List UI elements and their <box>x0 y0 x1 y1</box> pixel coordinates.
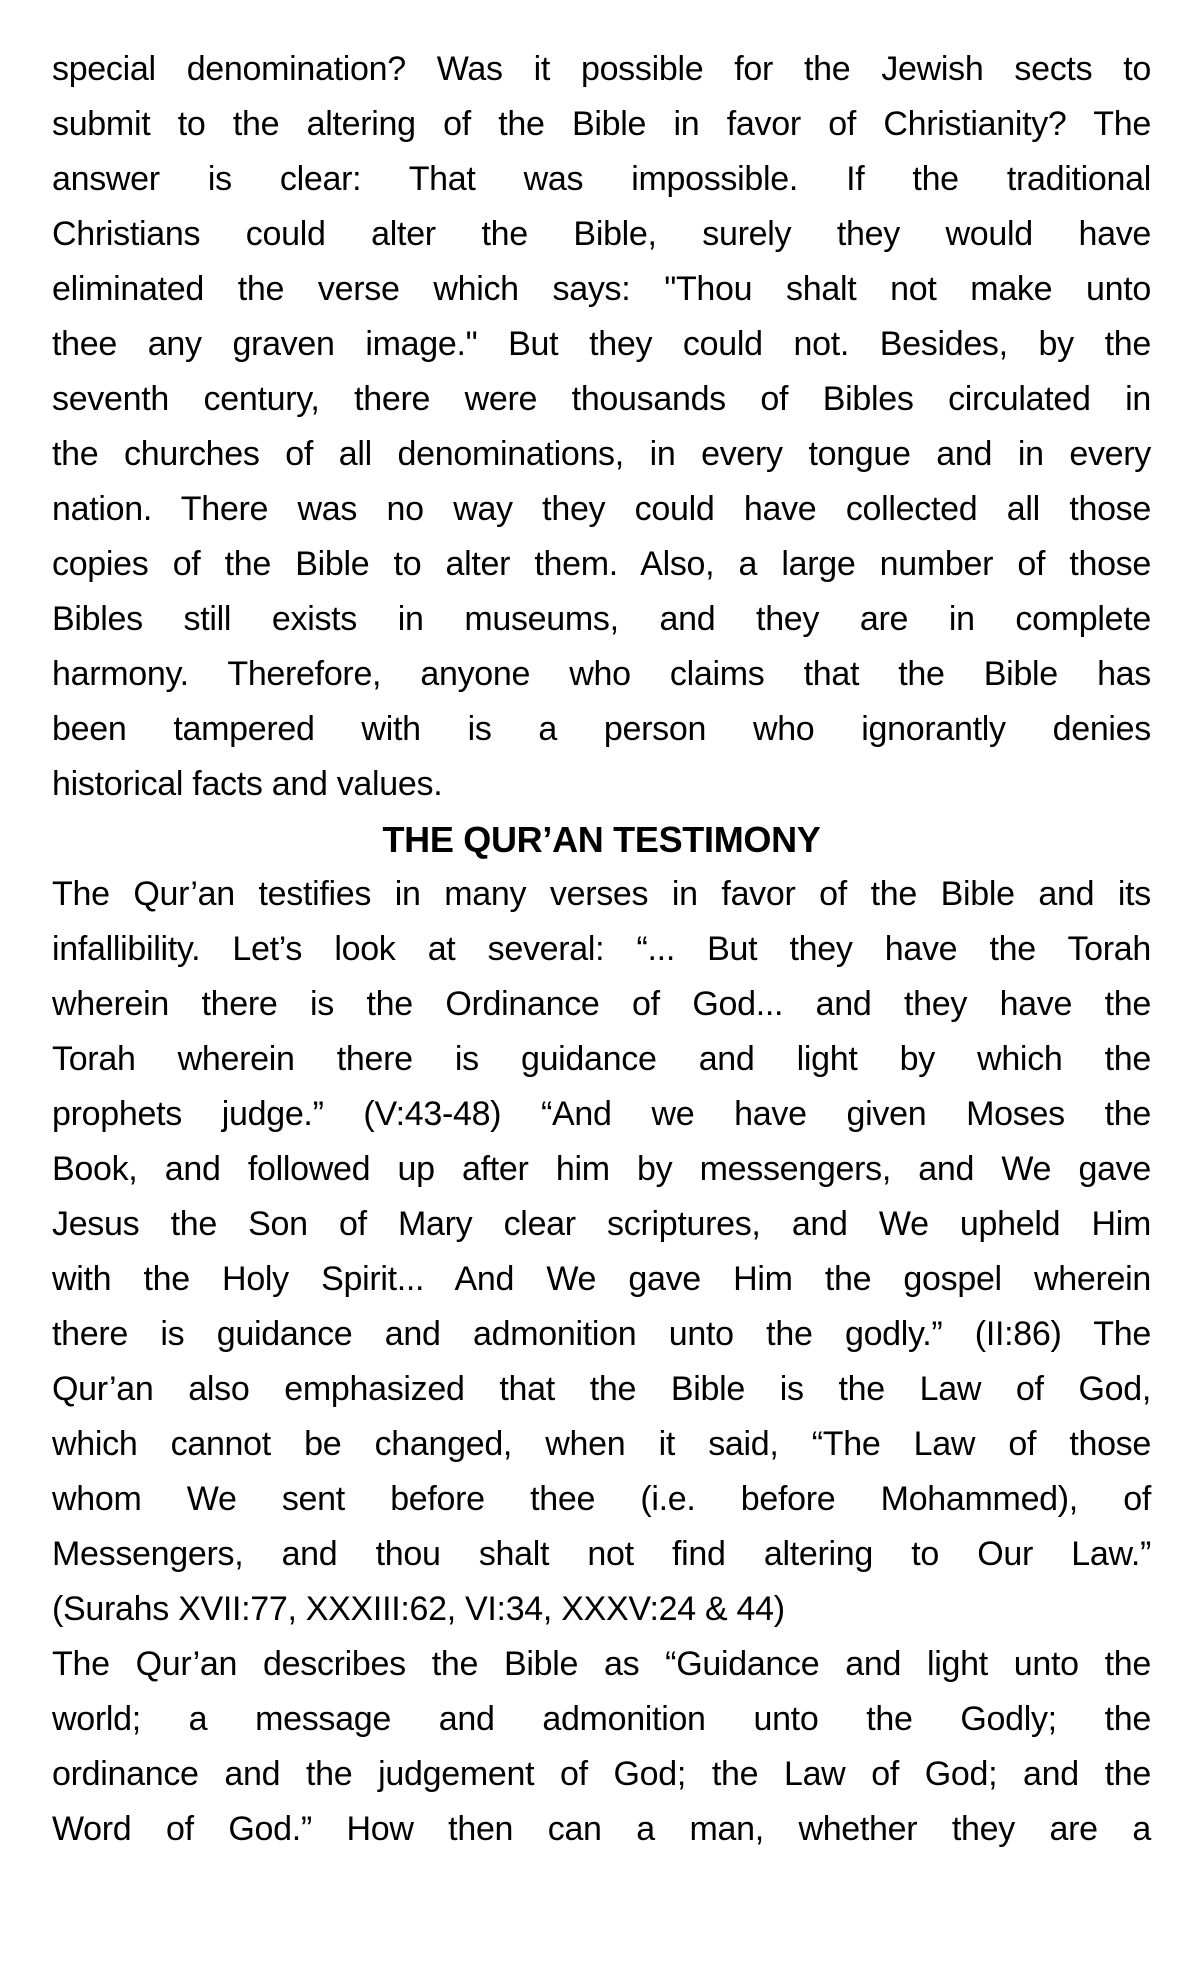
text-line: (Surahs XVII:77, XXXIII:62, VI:34, XXXV:24 & 44) <box>52 1590 785 1628</box>
text-line: harmony. Therefore, anyone who claims that the Bible has <box>52 655 1151 693</box>
text-line: The Qur’an testifies in many verses in favor of the Bible and its <box>52 875 1151 913</box>
text-line: eliminated the verse which says: "Thou shalt not make unto <box>52 270 1151 308</box>
text-line: thee any graven image." But they could not. Besides, by the <box>52 325 1151 363</box>
text-line: Word of God.” How then can a man, whether they are a <box>52 1810 1151 1848</box>
text-line: world; a message and admonition unto the Godly; the <box>52 1700 1151 1738</box>
text-line: been tampered with is a person who ignorantly denies <box>52 710 1151 748</box>
text-line: there is guidance and admonition unto the godly.” (II:86) The <box>52 1315 1151 1353</box>
text-line: ordinance and the judgement of God; the Law of God; and the <box>52 1755 1151 1793</box>
paragraph <box>52 42 1151 812</box>
text-line: Book, and followed up after him by messengers, and We gave <box>52 1150 1151 1188</box>
text-line: Christians could alter the Bible, surely they would have <box>52 215 1151 253</box>
text-line: answer is clear: That was impossible. If the traditional <box>52 160 1151 198</box>
text-line: infallibility. Let’s look at several: “... But they have the Torah <box>52 930 1151 968</box>
text-line: seventh century, there were thousands of Bibles circulated in <box>52 380 1151 418</box>
text-line: nation. There was no way they could have collected all those <box>52 490 1151 528</box>
text-line: prophets judge.” (V:43-48) “And we have given Moses the <box>52 1095 1151 1133</box>
section-heading: THE QUR’AN TESTIMONY <box>382 819 821 860</box>
text-line: historical facts and values. <box>52 765 443 803</box>
paragraph <box>52 1637 1151 1857</box>
text-line: Jesus the Son of Mary clear scriptures, and We upheld Him <box>52 1205 1151 1243</box>
text-line: Bibles still exists in museums, and they are in complete <box>52 600 1151 638</box>
text-line: whom We sent before thee (i.e. before Mohammed), of <box>52 1480 1151 1518</box>
text-line: the churches of all denominations, in every tongue and in every <box>52 435 1151 473</box>
text-line: wherein there is the Ordinance of God... and they have the <box>52 985 1151 1023</box>
paragraph <box>52 867 1151 1637</box>
text-line: with the Holy Spirit... And We gave Him the gospel wherein <box>52 1260 1151 1298</box>
text-line: Messengers, and thou shalt not find altering to Our Law.” <box>52 1535 1151 1573</box>
text-line: submit to the altering of the Bible in favor of Christianity? The <box>52 105 1151 143</box>
page-content <box>52 42 1151 1857</box>
text-line: Qur’an also emphasized that the Bible is the Law of God, <box>52 1370 1151 1408</box>
text-line: Torah wherein there is guidance and light by which the <box>52 1040 1151 1078</box>
text-line: which cannot be changed, when it said, “The Law of those <box>52 1425 1151 1463</box>
text-line: special denomination? Was it possible for the Jewish sects to <box>52 50 1151 88</box>
text-line: The Qur’an describes the Bible as “Guidance and light unto the <box>52 1645 1151 1683</box>
text-line: copies of the Bible to alter them. Also, a large number of those <box>52 545 1151 583</box>
